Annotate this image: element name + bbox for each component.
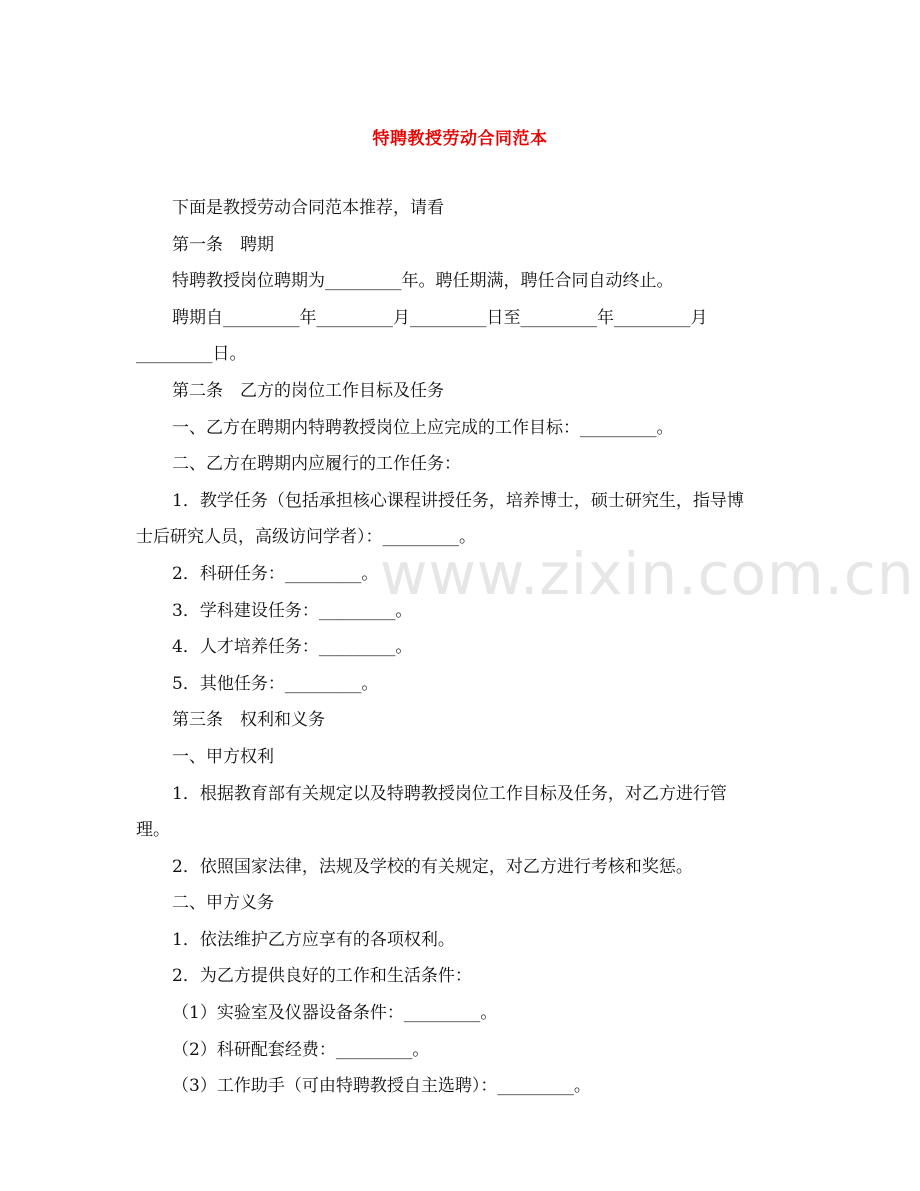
party-a-rights-heading: 一、甲方权利 <box>172 746 274 767</box>
research-task-line: 2．科研任务：_________。 <box>172 563 379 584</box>
article-2-heading: 第二条 乙方的岗位工作目标及任务 <box>172 380 444 401</box>
party-a-right-2: 2．依照国家法律，法规及学校的有关规定，对乙方进行考核和奖惩。 <box>172 856 693 877</box>
party-a-right-1: 1．根据教育部有关规定以及特聘教授岗位工作目标及任务，对乙方进行管 <box>172 783 727 804</box>
teaching-task-line: 1．教学任务（包括承担核心课程讲授任务，培养博士，硕士研究生，指导博 <box>172 490 744 511</box>
watermark: www.zixin.com.cn <box>380 540 915 608</box>
other-task-line: 5．其他任务：_________。 <box>172 673 379 694</box>
lab-condition-line: （1）实验室及仪器设备条件：_________。 <box>172 1003 498 1024</box>
document-title: 特聘教授劳动合同范本 <box>372 129 548 149</box>
party-a-duty-2: 2．为乙方提供良好的工作和生活条件： <box>172 966 472 987</box>
assistant-line: （3）工作助手（可由特聘教授自主选聘）：_________。 <box>172 1076 591 1097</box>
research-funding-line: （2）科研配套经费：_________。 <box>172 1039 430 1060</box>
term-length-line: 特聘教授岗位聘期为_________年。聘任期满，聘任合同自动终止。 <box>172 271 674 292</box>
talent-task-line: 4．人才培养任务：_________。 <box>172 637 413 658</box>
intro-line: 下面是教授劳动合同范本推荐，请看 <box>172 198 444 218</box>
party-a-duties-heading: 二、甲方义务 <box>172 893 274 914</box>
party-a-duty-1: 1．依法维护乙方应享有的各项权利。 <box>172 929 455 950</box>
term-dates-line-continued: _________日。 <box>136 344 247 365</box>
term-dates-line: 聘期自_________年_________月_________日至_________年_________月 <box>172 307 708 328</box>
work-goal-line: 一、乙方在聘期内特聘教授岗位上应完成的工作目标：_________。 <box>172 417 674 438</box>
work-tasks-heading: 二、乙方在聘期内应履行的工作任务： <box>172 454 461 475</box>
document-body <box>136 193 784 1108</box>
article-1-heading: 第一条 聘期 <box>172 234 274 255</box>
party-a-right-1-continued: 理。 <box>136 820 170 841</box>
teaching-task-line-continued: 士后研究人员，高级访问学者）：_________。 <box>136 527 476 548</box>
article-3-heading: 第三条 权利和义务 <box>172 710 325 731</box>
discipline-task-line: 3．学科建设任务：_________。 <box>172 600 413 621</box>
